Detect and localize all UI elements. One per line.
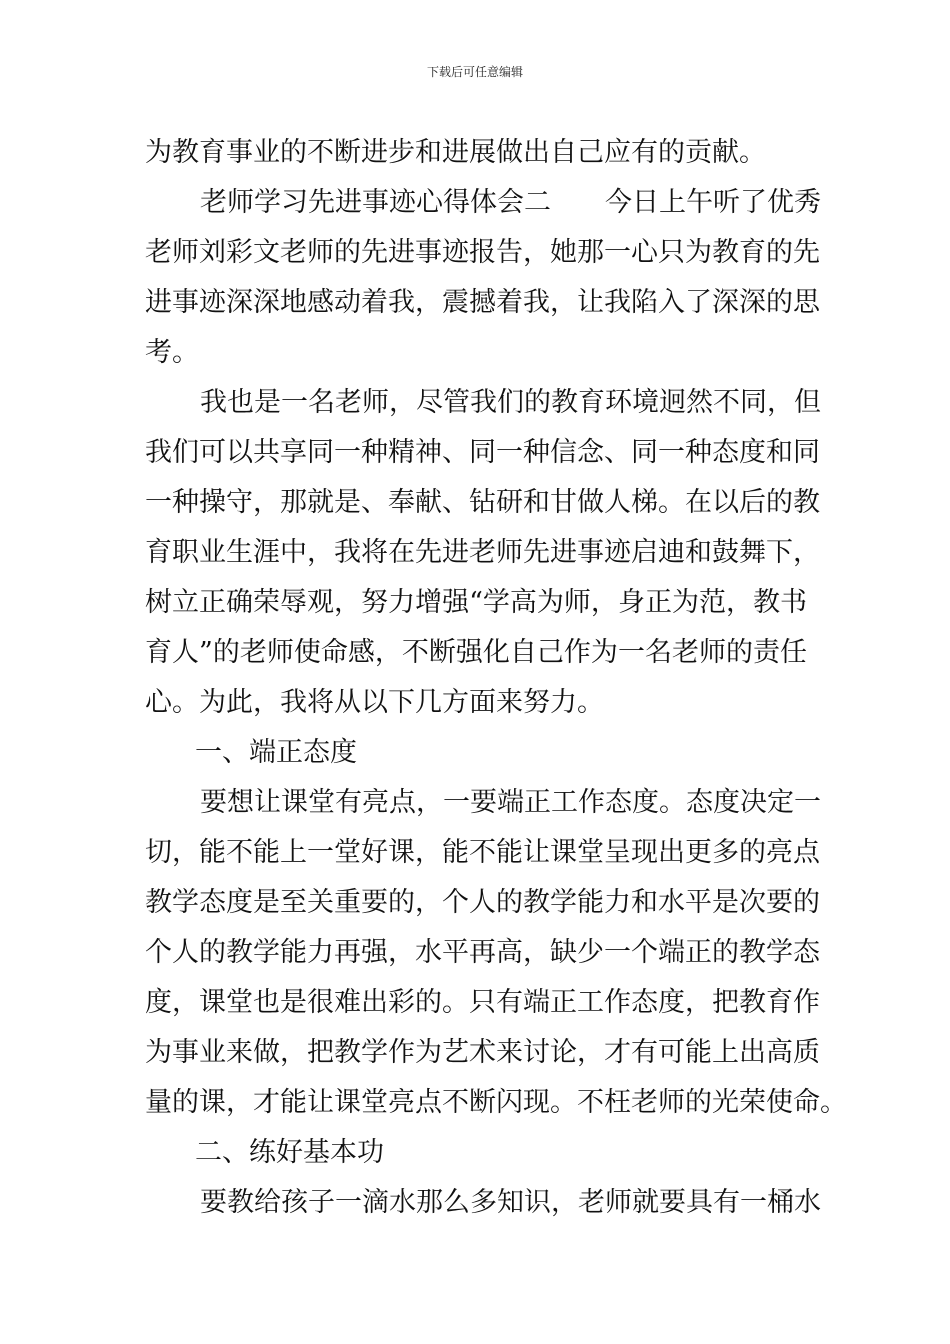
- section-heading: 一、端正态度: [195, 737, 357, 768]
- paragraph-line: 要想让课堂有亮点，一要端正工作态度。态度决定一: [200, 787, 821, 818]
- document-body: [145, 128, 847, 1228]
- paragraph-line: 为事业来做，把教学作为艺术来讨论，才有可能上出高质: [145, 1037, 820, 1068]
- paragraph-line: 考。: [145, 337, 199, 368]
- paragraph-line: 心。为此，我将从以下几方面来努力。: [145, 687, 604, 718]
- paragraph-line: 量的课，才能让课堂亮点不断闪现。不枉老师的光荣使命。: [145, 1087, 847, 1118]
- section-heading: 二、练好基本功: [195, 1137, 384, 1168]
- paragraph-line: 树立正确荣辱观，努力增强“学高为师，身正为范，教书: [145, 587, 807, 618]
- paragraph-line: 为教育事业的不断进步和进展做出自己应有的贡献。: [145, 137, 766, 168]
- paragraph-line: 要教给孩子一滴水那么多知识，老师就要具有一桶水: [200, 1187, 821, 1218]
- paragraph-line: 育职业生涯中，我将在先进老师先进事迹启迪和鼓舞下，: [145, 537, 820, 568]
- paragraph-line: 老师刘彩文老师的先进事迹报告，她那一心只为教育的先: [145, 237, 820, 268]
- paragraph-line: 教学态度是至关重要的，个人的教学能力和水平是次要的: [145, 887, 820, 918]
- paragraph-line: 我也是一名老师，尽管我们的教育环境迥然不同，但: [200, 387, 821, 418]
- paragraph-line: 切，能不能上一堂好课，能不能让课堂呈现出更多的亮点: [145, 837, 820, 868]
- paragraph-line: 个人的教学能力再强，水平再高，缺少一个端正的教学态: [145, 937, 820, 968]
- paragraph-line: 我们可以共享同一种精神、同一种信念、同一种态度和同: [145, 437, 820, 468]
- paragraph-line: 老师学习先进事迹心得体会二 今日上午听了优秀: [200, 187, 821, 218]
- paragraph-line: 一种操守，那就是、奉献、钻研和甘做人梯。在以后的教: [145, 487, 820, 518]
- page-header: 下载后可任意编辑: [426, 65, 523, 79]
- paragraph-line: 进事迹深深地感动着我，震撼着我，让我陷入了深深的思: [145, 287, 820, 318]
- paragraph-line: 度，课堂也是很难出彩的。只有端正工作态度，把教育作: [145, 987, 820, 1018]
- paragraph-line: 育人”的老师使命感，不断强化自己作为一名老师的责任: [145, 637, 807, 668]
